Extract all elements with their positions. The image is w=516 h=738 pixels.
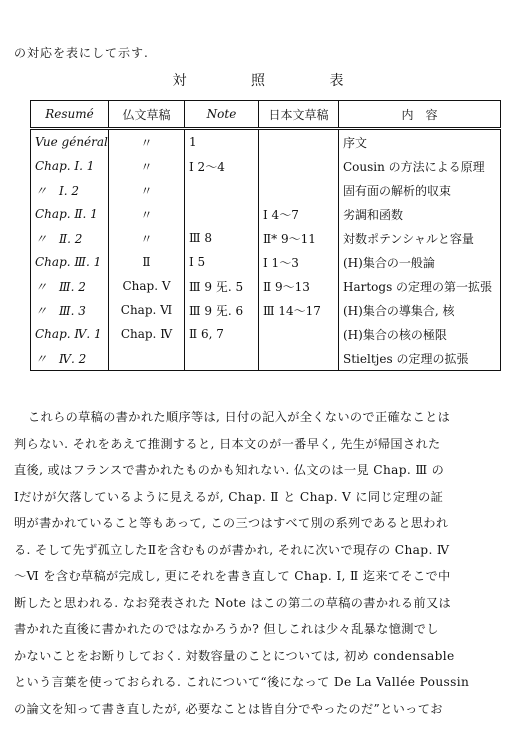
cell-french-draft: Chap. Ⅴ — [109, 274, 185, 298]
cell-french-draft: 〃 — [109, 129, 185, 155]
cell-resume: 〃 Ⅰ. 2 — [31, 178, 109, 202]
paragraph-line: 直後, 或はフランスで書かれたものかも知れない. 仏文のは一見 Chap. Ⅲ の — [14, 463, 445, 477]
cell-contents: 対数ポテンシャルと容量 — [339, 226, 501, 250]
table-row — [31, 226, 501, 250]
cell-note: Ⅲ 8 — [185, 226, 259, 250]
header-resume: Resumé — [31, 101, 109, 129]
cell-resume: 〃 Ⅲ. 3 — [31, 298, 109, 322]
paragraph-line: 明が書かれていること等もあって, この三つはすべて別の系列であると思われ — [14, 516, 449, 530]
table-row — [31, 129, 501, 155]
paragraph-line: る. そして先ず孤立したⅡを含むものが書かれ, それに次いで現存の Chap. Ⅳ — [14, 542, 450, 557]
table-row — [31, 346, 501, 371]
cell-resume: 〃 Ⅳ. 2 — [31, 346, 109, 371]
cell-french-draft: Chap. Ⅵ — [109, 298, 185, 322]
cell-contents: (H)集合の一般論 — [339, 250, 501, 274]
cell-note: Ⅲ 9 旡. 6 — [185, 298, 259, 322]
table-row — [31, 322, 501, 346]
cell-french-draft — [109, 346, 185, 371]
cell-note: 1 — [185, 129, 259, 155]
cell-japanese-draft: Ⅰ 4～7 — [259, 202, 339, 226]
cell-japanese-draft: Ⅱ* 9～11 — [259, 226, 339, 250]
cell-french-draft: Chap. Ⅳ — [109, 322, 185, 346]
cell-note: Ⅲ 9 旡. 5 — [185, 274, 259, 298]
cell-french-draft: 〃 — [109, 226, 185, 250]
cell-japanese-draft — [259, 154, 339, 178]
cell-contents: Cousin の方法による原理 — [339, 154, 501, 178]
cell-resume: Chap. Ⅳ. 1 — [31, 322, 109, 346]
cell-japanese-draft — [259, 346, 339, 371]
cell-resume: Chap. Ⅰ. 1 — [31, 154, 109, 178]
header-french-draft: 仏文草稿 — [109, 101, 185, 129]
cell-french-draft: 〃 — [109, 154, 185, 178]
table-row — [31, 202, 501, 226]
paragraph-line: ～Ⅵ を含む草稿が完成し, 更にそれを書き直して Chap. Ⅰ, Ⅱ 迄来てそこで中 — [14, 569, 451, 583]
cell-french-draft: 〃 — [109, 202, 185, 226]
cell-note — [185, 178, 259, 202]
paragraph-line: 断したと思われる. なお発表された Note はこの第二の草稿の書かれる前又は — [14, 595, 452, 610]
paragraph-line: の論文を知って書き直したが, 必要なことは皆自分でやったのだ”といってお — [14, 701, 443, 716]
header-note: Note — [185, 101, 259, 129]
cell-japanese-draft — [259, 322, 339, 346]
table-row — [31, 298, 501, 322]
cell-contents: (H)集合の核の極限 — [339, 322, 501, 346]
header-contents: 内 容 — [339, 101, 501, 129]
header-japanese-draft: 日本文草稿 — [259, 101, 339, 129]
cell-resume: Chap. Ⅱ. 1 — [31, 202, 109, 226]
paragraph-line: 判らない. それをあえて推測すると, 日本文のが一番早く, 先生が帰国された — [14, 436, 441, 451]
paragraph-line: 書かれた直後に書かれたのではなかろうか? 但しこれは少々乱暴な憶測でし — [14, 622, 439, 636]
cell-french-draft: Ⅱ — [109, 250, 185, 274]
cell-japanese-draft — [259, 129, 339, 155]
cell-japanese-draft: Ⅰ 1～3 — [259, 250, 339, 274]
table-header-row — [31, 101, 501, 129]
cell-contents: 固有面の解析的収束 — [339, 178, 501, 202]
table-row — [31, 178, 501, 202]
paragraph-line: これらの草稿の書かれた順序等は, 日付の記入が全くないので正確なことは — [28, 410, 451, 424]
cell-note: Ⅰ 2～4 — [185, 154, 259, 178]
cell-contents: 序文 — [339, 129, 501, 155]
cell-french-draft: 〃 — [109, 178, 185, 202]
body-paragraph — [14, 404, 506, 722]
cell-japanese-draft: Ⅲ 14～17 — [259, 298, 339, 322]
lead-line: の対応を表にして示す. — [14, 46, 149, 60]
cell-resume: Vue général — [31, 129, 109, 155]
cell-japanese-draft: Ⅱ 9～13 — [259, 274, 339, 298]
cell-resume: 〃 Ⅲ. 2 — [31, 274, 109, 298]
cell-note — [185, 202, 259, 226]
cell-japanese-draft — [259, 178, 339, 202]
cell-resume: Chap. Ⅲ. 1 — [31, 250, 109, 274]
cell-contents: 劣調和函数 — [339, 202, 501, 226]
paragraph-line: Ⅰだけが欠落しているように見えるが, Chap. Ⅱ と Chap. Ⅴ に同じ定理の証 — [14, 489, 444, 504]
table-row — [31, 274, 501, 298]
cell-contents: Hartogs の定理の第一拡張 — [339, 274, 501, 298]
cell-note — [185, 346, 259, 371]
table-row — [31, 154, 501, 178]
cell-contents: (H)集合の導集合, 核 — [339, 298, 501, 322]
paragraph-line: という言葉を使っておられる. これについて“後になって De La Vallée Poussin — [14, 675, 470, 689]
cell-note: Ⅱ 6, 7 — [185, 322, 259, 346]
cell-contents: Stieltjes の定理の拡張 — [339, 346, 501, 371]
cell-resume: 〃 Ⅱ. 2 — [31, 226, 109, 250]
paragraph-line: かないことをお断りしておく. 対数容量のことについては, 初め condensable — [14, 648, 455, 663]
table-title: 対 照 表 — [172, 73, 374, 89]
table-row — [31, 250, 501, 274]
correspondence-table — [30, 100, 501, 371]
cell-note: Ⅰ 5 — [185, 250, 259, 274]
